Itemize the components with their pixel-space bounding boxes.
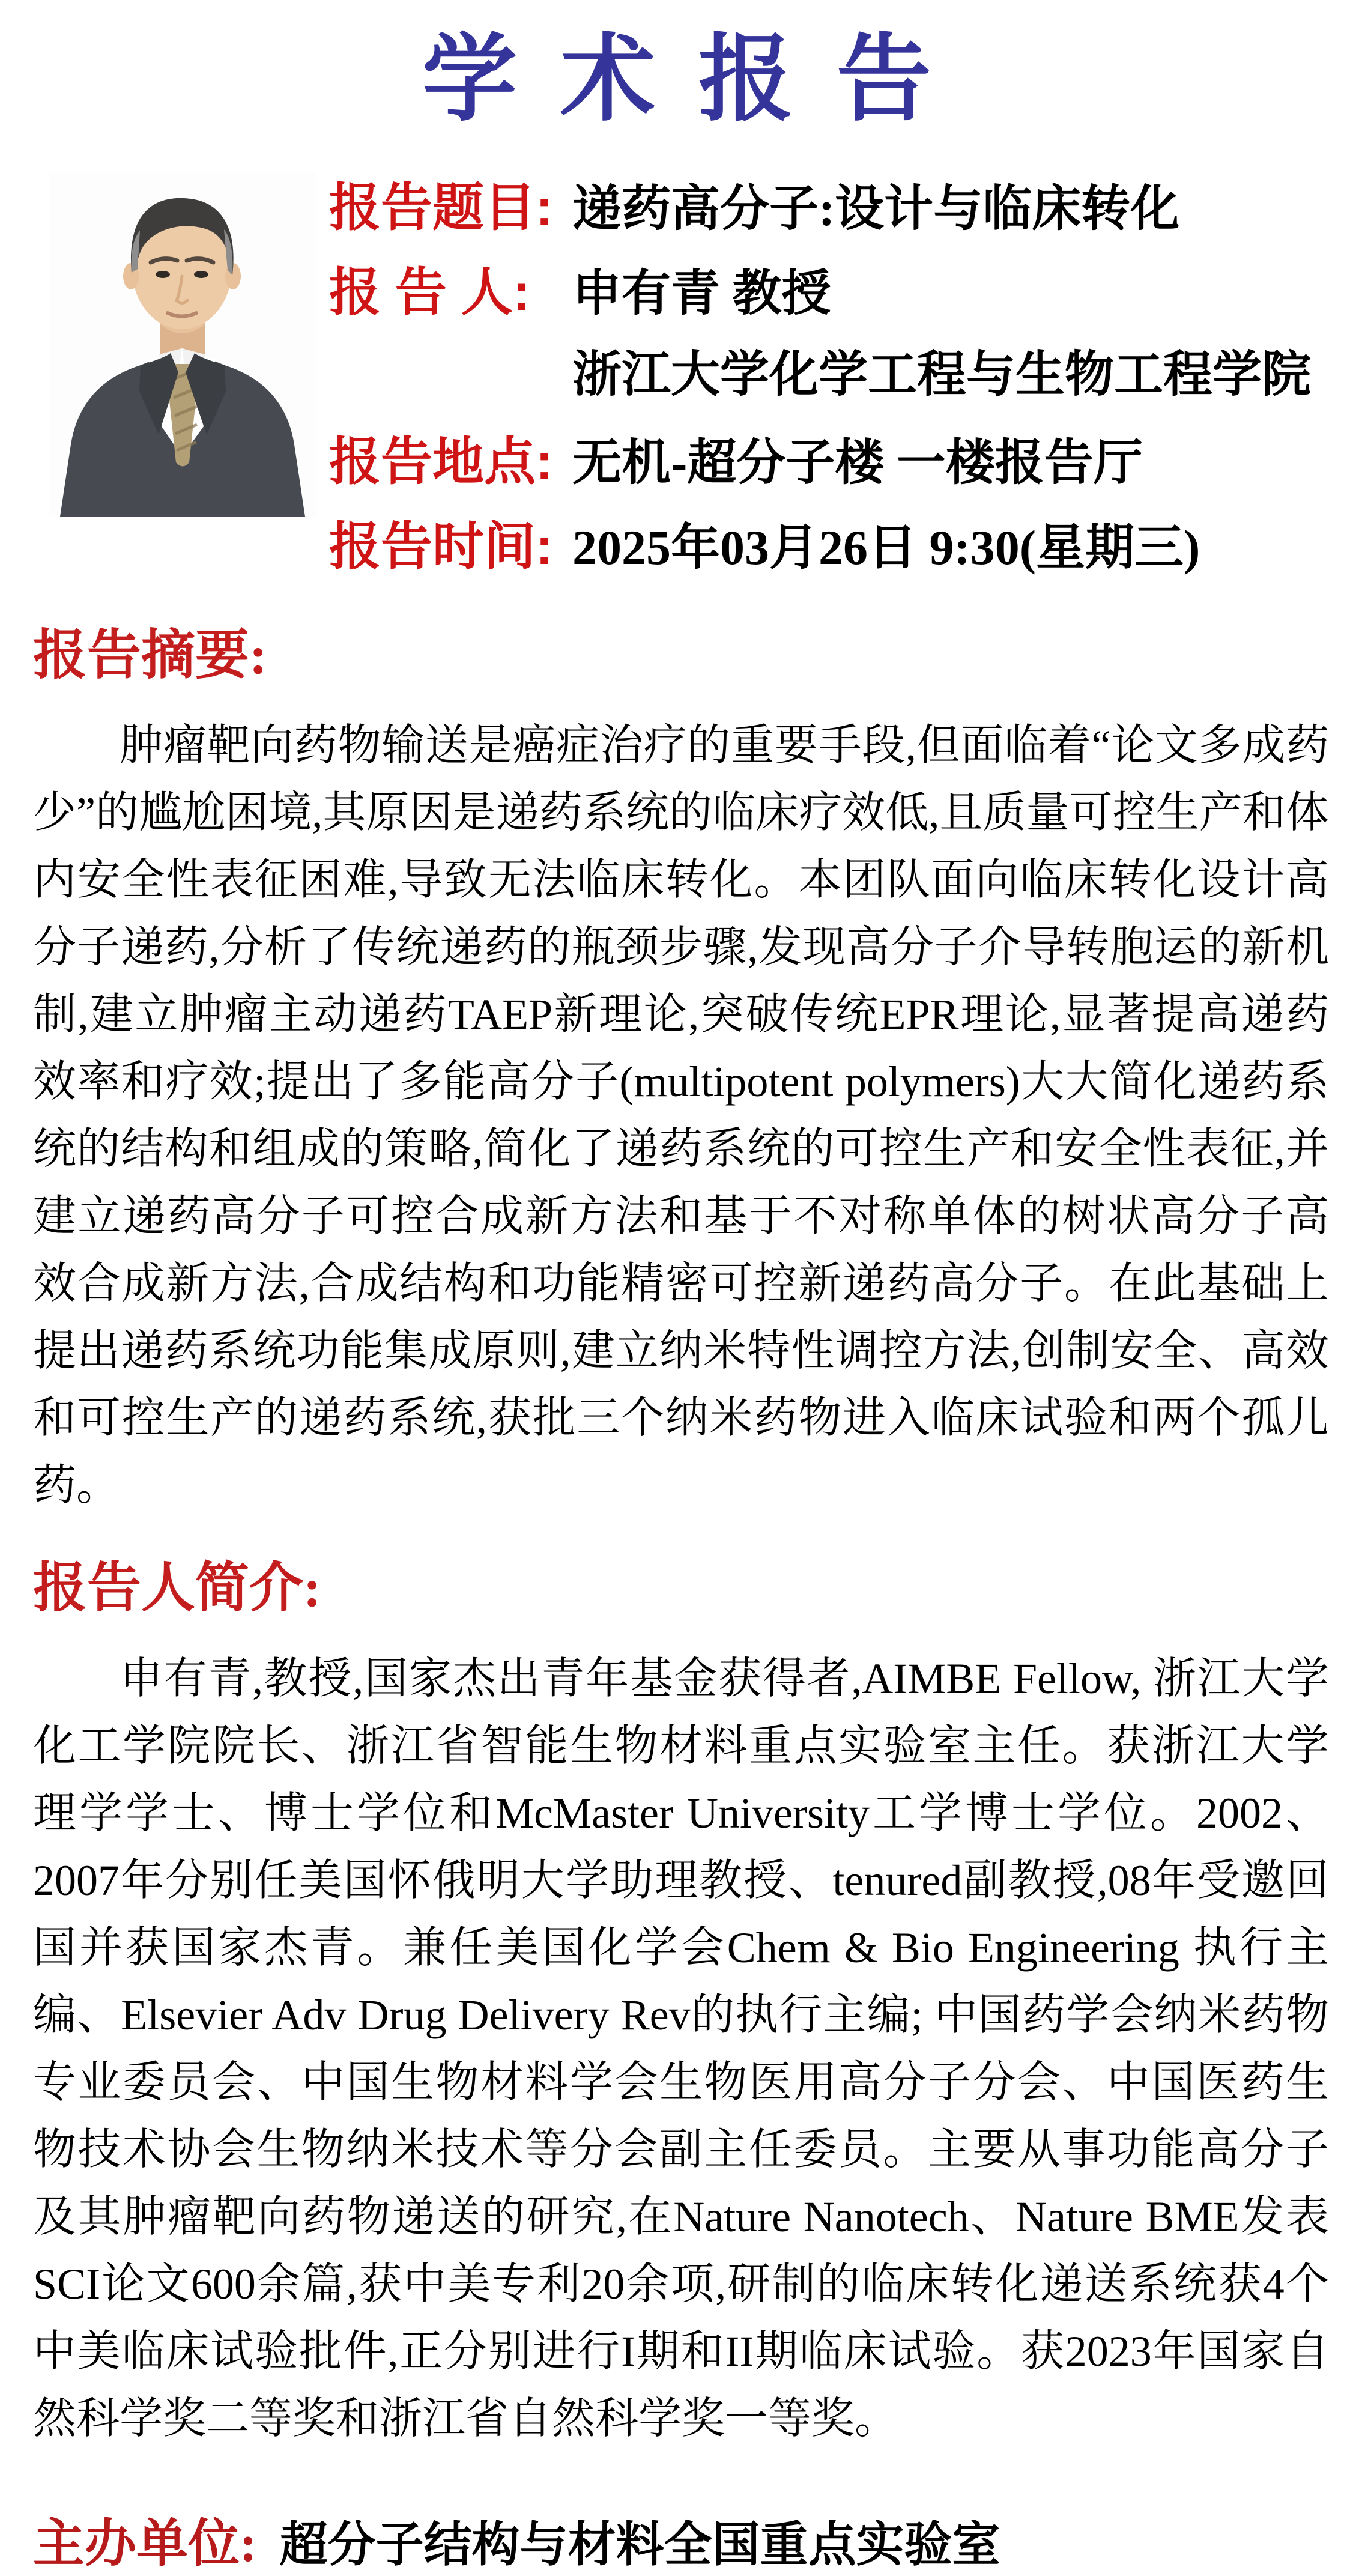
bio-body: 申有青,教授,国家杰出青年基金获得者,AIMBE Fellow, 浙江大学化工学院院长、浙江省智能生物材料重点实验室主任。获浙江大学理学学士、博士学位和McMaster University工学博士学位。2002、2007年分别任美国怀俄明大学助理教授、tenured副教授,08年受邀回国并获国家杰青。兼任美国化学会Chem & Bio Engineering 执行主编、Elsevier Adv Drug Delivery Rev的执行主编; 中国药学会纳米药物专业委员会、中国生物材料学会生物医用高分子分会、中国医药生物技术协会生物纳米技术等分会副主任委员。主要从事功能高分子及其肿瘤靶向药物递送的研究,在Nature Nanotech、Nature BME发表SCI论文600余篇,获中美专利20余项,研制的临床转化递送系统获4个中美临床试验批件,正分别进行I期和II期临床试验。获2023年国家自然科学奖二等奖和浙江省自然科学奖一等奖。 (33, 1654, 1329, 2443)
abstract-heading: 报告摘要: (33, 625, 267, 685)
header-section (0, 166, 1362, 586)
info-row-time (329, 505, 1352, 589)
speaker-value: 申有青 教授 (572, 265, 831, 321)
organizer-label: 主办单位: (33, 2514, 257, 2572)
topic-label: 报告题目: (329, 178, 553, 237)
venue-label: 报告地点: (329, 432, 553, 491)
topic-value: 递药高分子:设计与临床转化 (572, 181, 1180, 236)
info-row-speaker (329, 250, 1352, 335)
info-row-topic (329, 166, 1352, 250)
info-block (329, 166, 1352, 589)
venue-value: 无机-超分子楼 一楼报告厅 (572, 435, 1143, 490)
time-value: 2025年03月26日 9:30(星期三) (572, 520, 1200, 575)
info-row-affiliation (329, 335, 1352, 420)
info-row-venue (329, 420, 1352, 505)
time-label: 报告时间: (329, 517, 553, 575)
speaker-photo (49, 173, 316, 517)
affiliation-value: 浙江大学化学工程与生物工程学院 (572, 347, 1312, 402)
page-title: 学 术 报 告 (422, 26, 940, 132)
organizer-value: 超分子结构与材料全国重点实验室 (279, 2518, 1000, 2572)
speaker-label: 报 告 人: (329, 263, 530, 321)
bio-heading: 报告人简介: (33, 1559, 321, 1619)
speaker-portrait-icon (49, 173, 316, 517)
abstract-body: 肿瘤靶向药物输送是癌症治疗的重要手段,但面临着“论文多成药少”的尴尬困境,其原因是递药系统的临床疗效低,且质量可控生产和体内安全性表征困难,导致无法临床转化。本团队面向临床转化设计高分子递药,分析了传统递药的瓶颈步骤,发现高分子介导转胞运的新机制,建立肿瘤主动递药TAEP新理论,突破传统EPR理论,显著提高递药效率和疗效;提出了多能高分子(multipotent polymers)大大简化递药系统的结构和组成的策略,简化了递药系统的可控生产和安全性表征,并建立递药高分子可控合成新方法和基于不对称单体的树状高分子高效合成新方法,合成结构和功能精密可控新递药高分子。在此基础上提出递药系统功能集成原则,建立纳米特性调控方法,创制安全、高效和可控生产的递药系统,获批三个纳米药物进入临床试验和两个孤儿药。 (33, 721, 1329, 1510)
organizer-row (33, 2502, 1329, 2576)
